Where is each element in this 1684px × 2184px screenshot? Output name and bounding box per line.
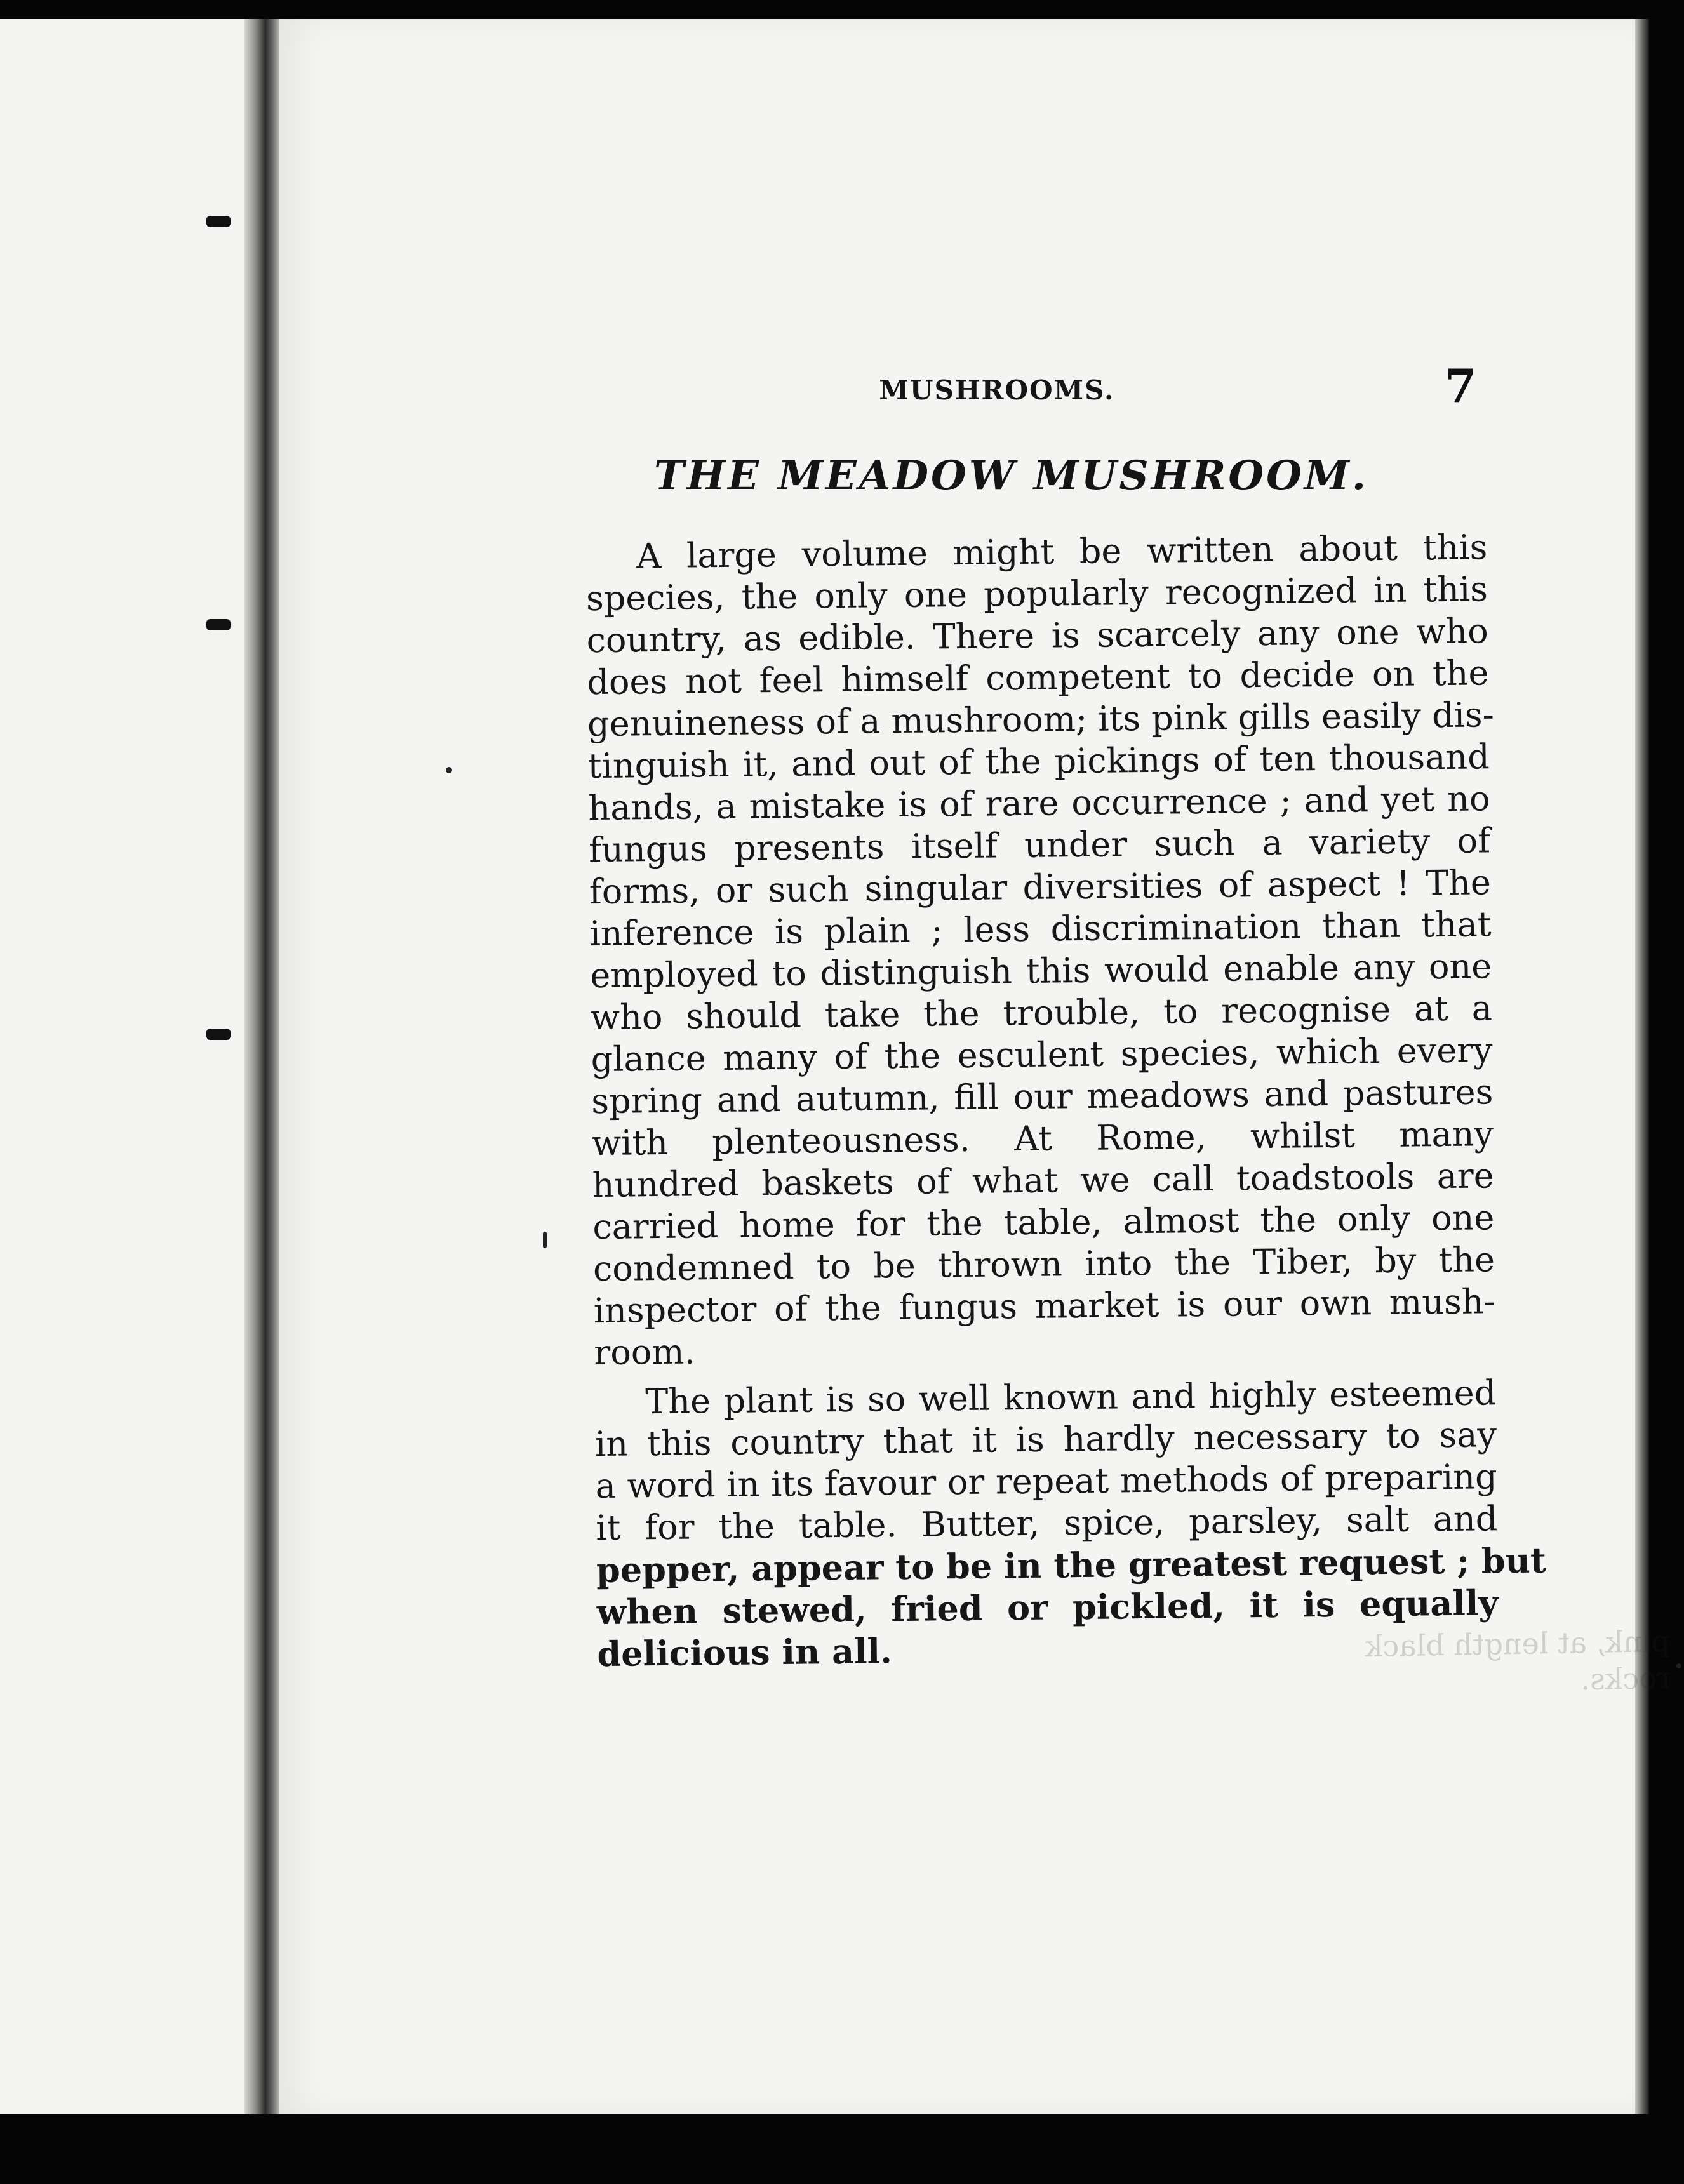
text-line: carried home for the table, almost the only one: [592, 1197, 1495, 1248]
bleed-through-text: [1365, 1623, 1671, 1701]
text-line: forms, or such singular diversities of aspect ! The: [589, 862, 1492, 912]
text-line: hands, a mistake is of rare occurrence ; and yet no: [588, 778, 1490, 829]
text-line: inference is plain ; less discrimination than that: [589, 904, 1492, 954]
text-line: when stewed, fried or pickled, it is equally: [596, 1582, 1499, 1633]
text-line: genuineness of a mushroom; its pink gills easily dis-: [587, 695, 1495, 745]
text-line: it for the table. Butter, spice, parsley, salt and: [596, 1498, 1498, 1548]
text-line: a word in its favour or repeat methods of preparing: [595, 1456, 1497, 1507]
text-line: with plenteousness. At Rome, whilst many: [591, 1114, 1494, 1164]
text-line: species, the only one popularly recognized in this: [585, 569, 1488, 619]
text-line: The plant is so well known and highly esteemed: [645, 1373, 1497, 1422]
text-line: does not feel himself competent to decide on the: [587, 653, 1489, 703]
page-edge: [1635, 19, 1649, 2114]
bleed-through-line: rocks.: [1580, 1660, 1671, 1697]
binding-stitch: [206, 619, 231, 630]
scan-speck: [1676, 1663, 1681, 1668]
text-line: inspector of the fungus market is our own mush-: [593, 1281, 1496, 1331]
text-line: hundred baskets of what we call toadstools are: [592, 1155, 1494, 1206]
text-line: condemned to be thrown into the Tiber, by the: [592, 1239, 1495, 1289]
binding-stitch: [206, 216, 231, 227]
text-line: country, as edible. There is scarcely any one who: [586, 611, 1488, 661]
text-line: who should take the trouble, to recognise at a: [590, 988, 1493, 1038]
text-line: fungus presents itself under such a variety of: [588, 820, 1491, 870]
scan-speck: [543, 1232, 547, 1248]
chapter-title: THE MEADOW MUSHROOM.: [654, 452, 1368, 500]
binding-gutter: [244, 19, 283, 2114]
bleed-through-line: pink, at length black: [1365, 1623, 1671, 1664]
scan-speck: [446, 767, 452, 773]
facing-blank-page: [0, 19, 254, 2114]
text-line: tinguish it, and out of the pickings of ten thousand: [587, 736, 1490, 787]
paragraph-1: [535, 526, 1496, 1375]
text-line: employed to distinguish this would enable any one: [589, 946, 1492, 996]
text-line: spring and autumn, fill our meadows and pastures: [591, 1072, 1494, 1122]
binding-stitch: [206, 1029, 231, 1040]
text-line: room.: [594, 1331, 696, 1373]
text-line: delicious in all.: [597, 1630, 893, 1675]
page-number: 7: [1445, 359, 1477, 413]
text-line: pepper, appear to be in the greatest request ; but: [596, 1540, 1547, 1591]
running-head: MUSHROOMS.: [879, 375, 1115, 406]
text-line: A large volume might be written about this: [636, 527, 1488, 576]
text-line: in this country that it is hardly necessary to say: [594, 1415, 1497, 1465]
text-line: glance many of the esculent species, which every: [591, 1030, 1493, 1080]
